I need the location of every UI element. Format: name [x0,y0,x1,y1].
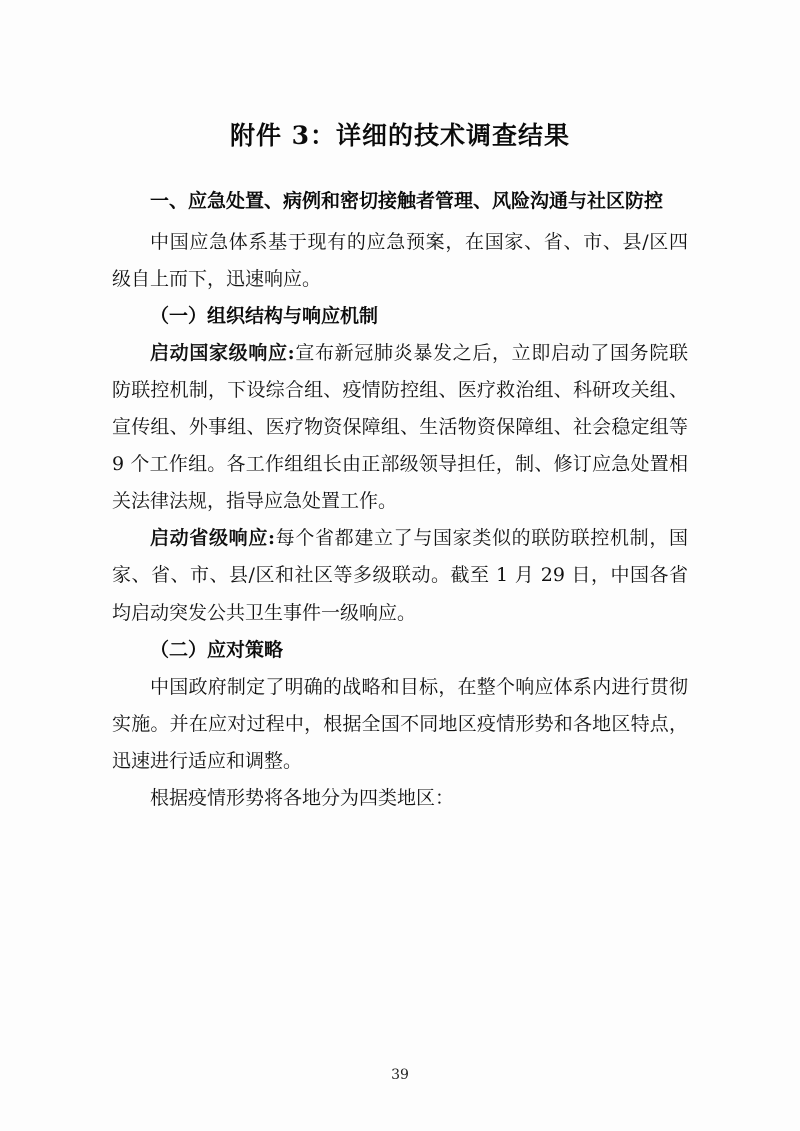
national-response-label: 启动国家级响应: [150,342,295,365]
provincial-response-label: 启动省级响应: [150,527,276,550]
section-3-paragraph-2: 根据疫情形势将各地分为四类地区： [150,786,455,809]
page-title: 附件 3：详细的技术调查结果 [229,121,571,150]
provincial-response-text: 每个省都建立了与国家类似的联防联控机制，国家、省、市、县/区和社区等多级联动。截至 1 月 29 日，中国各省均启动突发公共卫生事件一级响应。 [112,527,688,624]
section-3-paragraph-1: 中国政府制定了明确的战略和目标，在整个响应体系内进行贯彻实施。并在应对过程中，根据全国不同地区疫情形势和各地区特点，迅速进行适应和调整。 [112,675,688,772]
provincial-response-paragraph [112,520,688,631]
section-heading-1: 一、应急处置、病例和密切接触者管理、风险沟通与社区防控 [150,190,664,212]
section-1-paragraph-1: 中国应急体系基于现有的应急预案，在国家、省、市、县/区四级自上而下，迅速响应。 [112,231,688,291]
section-heading-2: （一）组织结构与响应机制 [150,305,379,328]
section-heading-3: （二）应对策略 [150,638,284,661]
national-response-paragraph [112,335,688,520]
national-response-text: 宣布新冠肺炎暴发之后，立即启动了国务院联防联控机制，下设综合组、疫情防控组、医疗救治组、科研攻关组、宣传组、外事组、医疗物资保障组、生活物资保障组、社会稳定组等 9 个工作组。各工作组组长由正部级领导担任，制、修订应急处置相关法律法规，指导应急处置工作。 [112,342,688,513]
page-number: 39 [391,1067,409,1083]
